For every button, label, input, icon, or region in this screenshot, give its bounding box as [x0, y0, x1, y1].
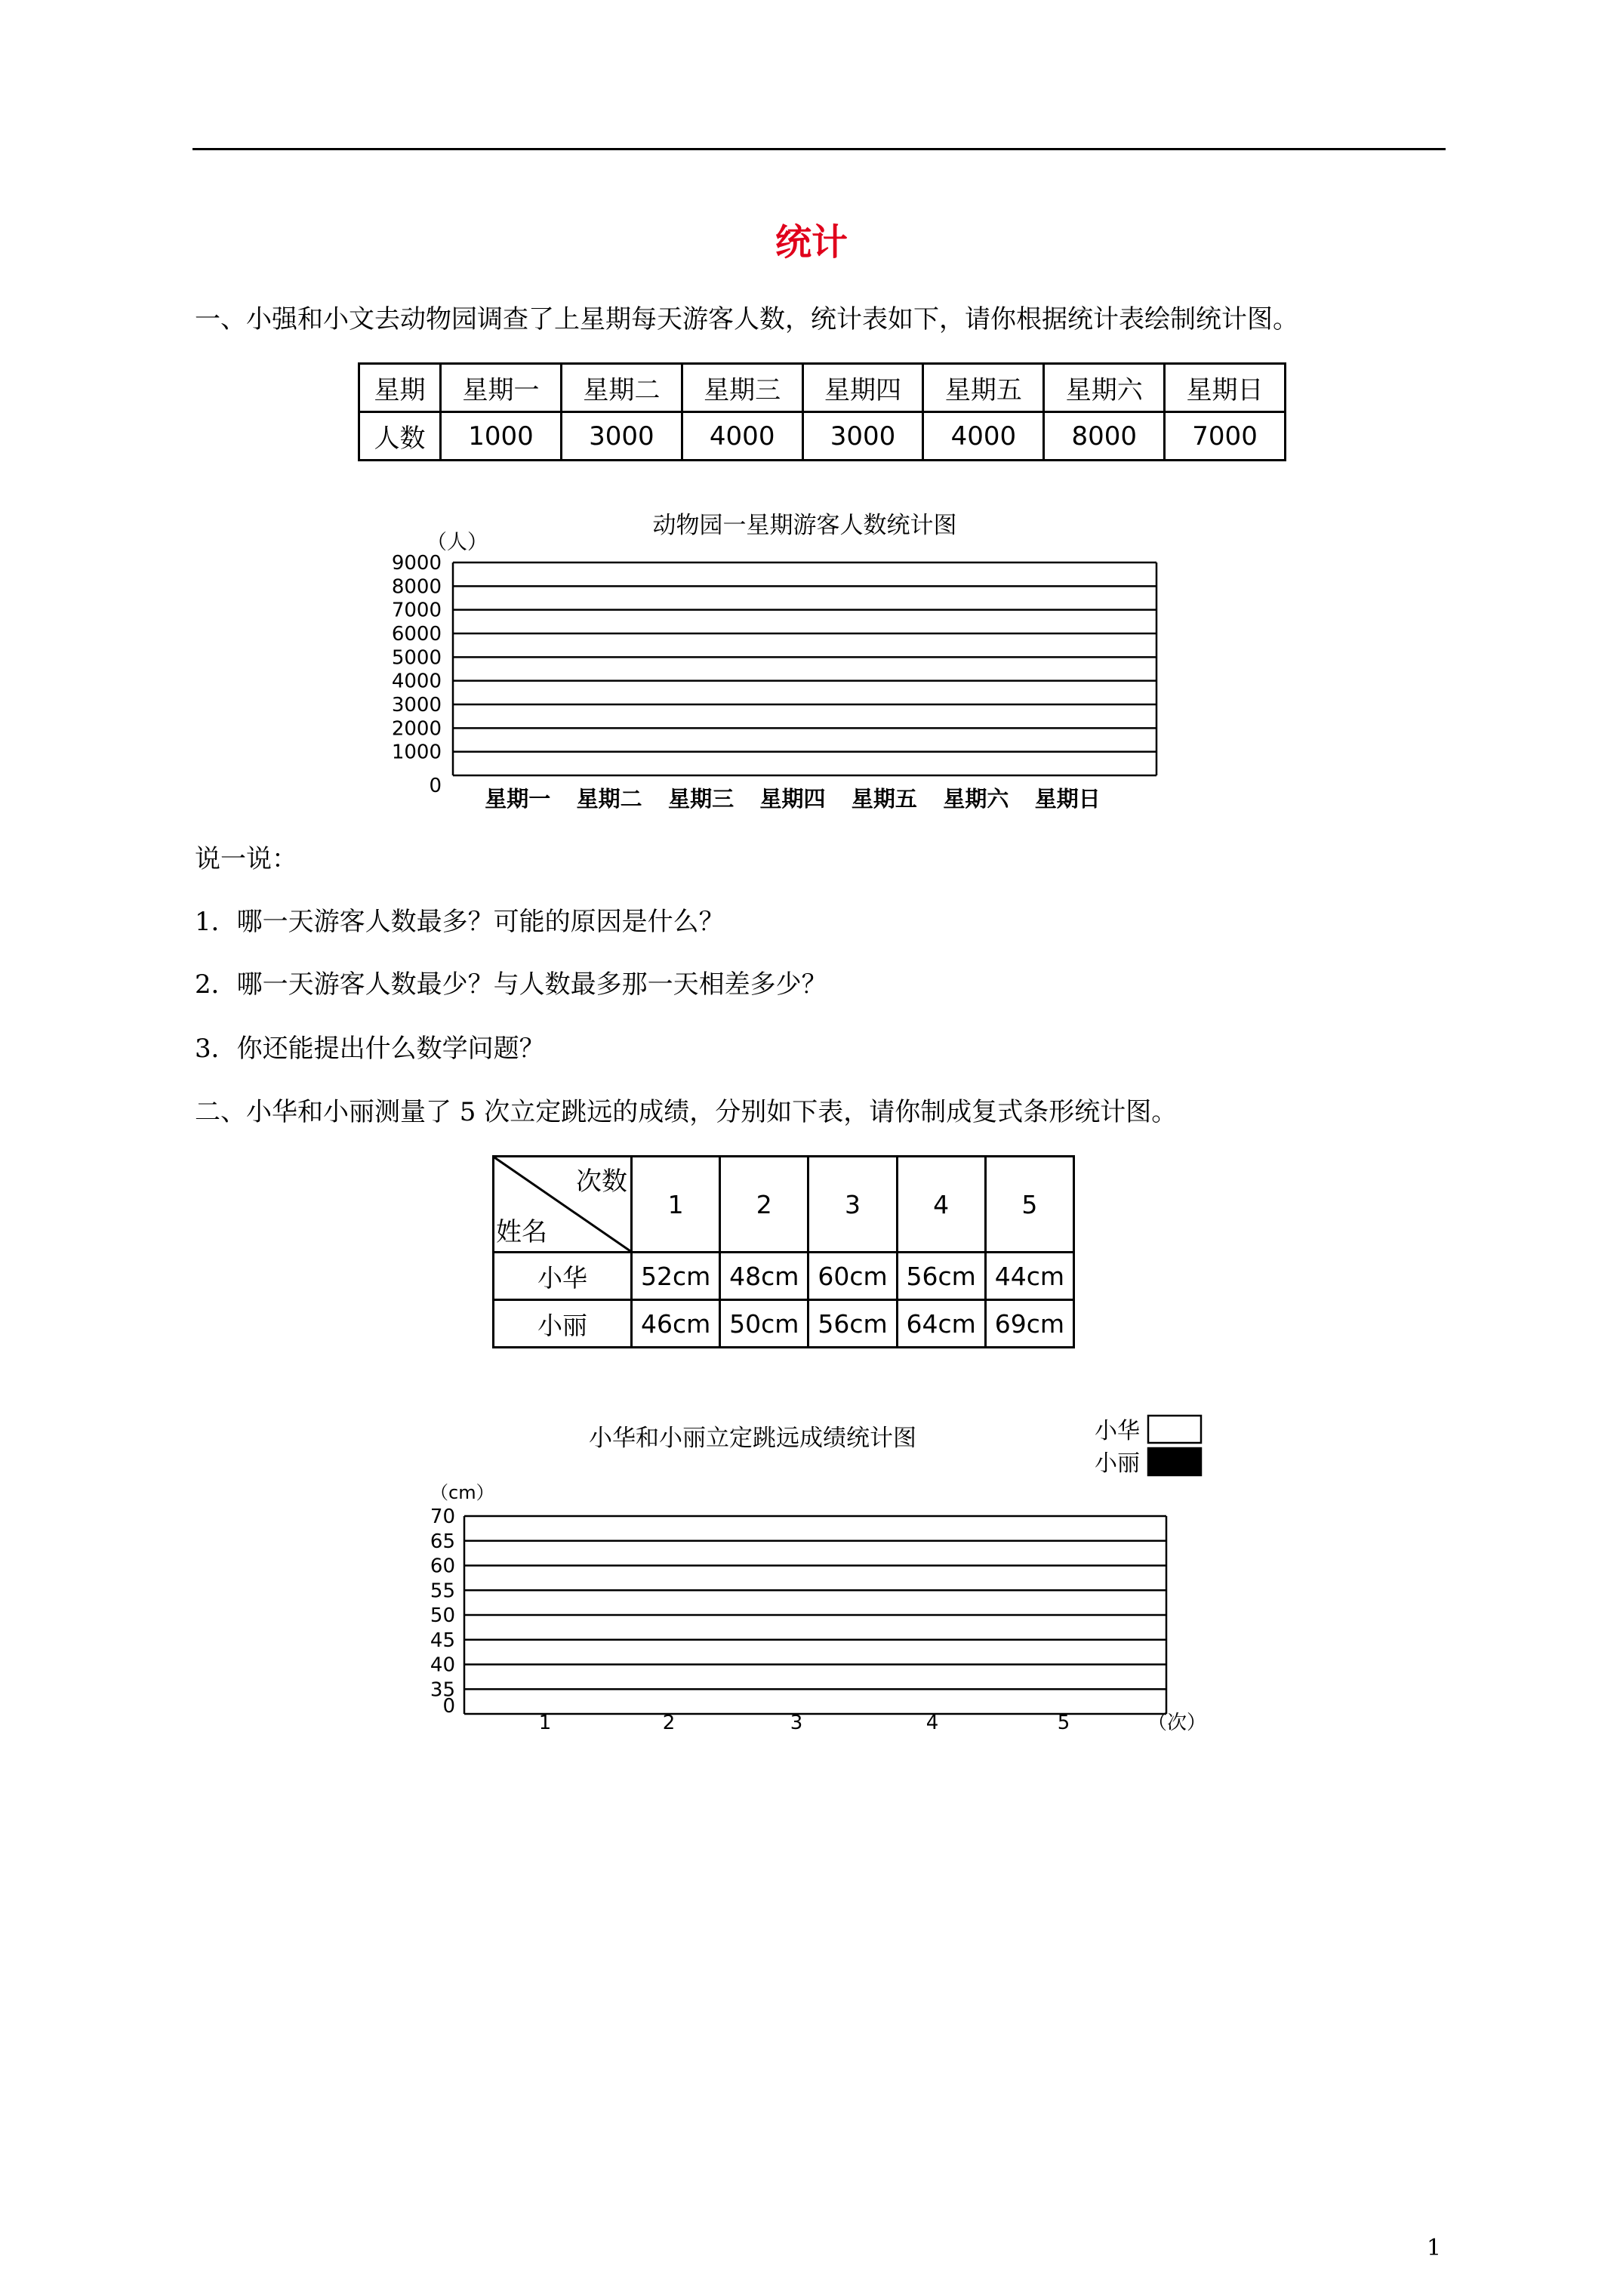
y-tick-label: 9000 [391, 552, 442, 575]
table-cell: 8000 [1044, 412, 1165, 461]
table-cell: 7000 [1165, 412, 1286, 461]
x-tick-label: 4 [925, 1712, 939, 1734]
y-tick-label: 0 [442, 1695, 455, 1718]
table-header-cell: 星期四 [802, 364, 923, 412]
table-row-label: 人数 [359, 412, 441, 461]
header-rule [192, 148, 1446, 150]
table-header-cell: 5 [985, 1157, 1073, 1253]
table-cell: 48cm [720, 1253, 808, 1300]
table-header-cell: 1 [632, 1157, 720, 1253]
corner-top-label: 次数 [576, 1166, 627, 1197]
table-cell: 50cm [720, 1300, 808, 1348]
table-header-cell: 星期六 [1044, 364, 1165, 412]
table-cell: 60cm [808, 1253, 897, 1300]
y-tick-label: 5000 [391, 646, 442, 670]
table-row [494, 1300, 1074, 1348]
x-tick-label: 2 [662, 1712, 676, 1734]
table-header-label: 星期 [359, 364, 441, 412]
x-tick-label: 星期一 [485, 786, 551, 812]
table-cell: 44cm [985, 1253, 1073, 1300]
question-line: 2．哪一天游客人数最少？与人数最多那一天相差多少？ [195, 969, 827, 1000]
table-row [359, 412, 1286, 461]
table-cell: 3000 [802, 412, 923, 461]
table-row [359, 364, 1286, 412]
x-tick-label: 星期三 [668, 786, 735, 812]
table-header-cell: 4 [897, 1157, 985, 1253]
table-header-cell: 星期二 [561, 364, 682, 412]
table-cell: 52cm [632, 1253, 720, 1300]
x-tick-label: 星期四 [759, 786, 826, 812]
question-2-text: 二、小华和小丽测量了 5 次立定跳远的成绩，分别如下表，请你制成复式条形统计图。 [195, 1097, 1178, 1127]
table-row [494, 1253, 1074, 1300]
table-cell: 64cm [897, 1300, 985, 1348]
legend-swatch [1148, 1416, 1201, 1443]
table-row-label: 小丽 [494, 1300, 632, 1348]
question-line: 1．哪一天游客人数最多？可能的原因是什么？ [195, 907, 725, 937]
legend-swatch [1148, 1448, 1201, 1475]
table-row [494, 1157, 1074, 1253]
y-tick-label: 60 [430, 1555, 455, 1578]
visitor-table [358, 362, 1286, 461]
y-tick-label: 3000 [391, 694, 442, 717]
say-heading: 说一说： [195, 844, 297, 874]
y-tick-label: 65 [430, 1530, 455, 1553]
page-number: 1 [1427, 2235, 1442, 2261]
y-tick-label: 55 [430, 1579, 455, 1603]
table-cell: 56cm [897, 1253, 985, 1300]
question-1-text: 一、小强和小文去动物园调查了上星期每天游客人数，统计表如下，请你根据统计表绘制统计图。 [195, 304, 1298, 334]
x-tick-label: 星期五 [851, 786, 917, 812]
y-tick-label: 4000 [391, 670, 442, 693]
table-header-cell: 星期日 [1165, 364, 1286, 412]
y-tick-label: 7000 [391, 599, 442, 622]
table-cell: 3000 [561, 412, 682, 461]
y-tick-label: 40 [430, 1653, 455, 1677]
table-cell: 1000 [441, 412, 562, 461]
page-title: 统计 [775, 221, 848, 264]
y-tick-label: 6000 [391, 623, 442, 646]
corner-bottom-label: 姓名 [496, 1217, 547, 1247]
table-header-cell: 星期一 [441, 364, 562, 412]
x-axis-unit: （次） [1147, 1712, 1207, 1734]
y-tick-label: 45 [430, 1629, 455, 1652]
table-corner-cell [494, 1157, 632, 1253]
y-axis-unit: （cm） [430, 1482, 494, 1503]
table-header-cell: 星期三 [682, 364, 802, 412]
y-tick-label: 8000 [391, 575, 442, 599]
table-cell: 56cm [808, 1300, 897, 1348]
table-header-cell: 星期五 [923, 364, 1044, 412]
chart-title: 小华和小丽立定跳远成绩统计图 [589, 1425, 916, 1452]
y-tick-label: 50 [430, 1604, 455, 1627]
jump-table [492, 1155, 1075, 1348]
legend-label: 小华 [1095, 1418, 1140, 1444]
question-line: 3．你还能提出什么数学问题？ [195, 1034, 545, 1064]
y-tick-label: 0 [429, 775, 442, 797]
chart-title: 动物园一星期游客人数统计图 [652, 512, 957, 539]
x-tick-label: 1 [538, 1712, 552, 1734]
legend-label: 小丽 [1095, 1450, 1140, 1477]
y-tick-label: 35 [430, 1678, 455, 1702]
table-cell: 69cm [985, 1300, 1073, 1348]
y-tick-label: 70 [430, 1505, 455, 1528]
table-cell: 46cm [632, 1300, 720, 1348]
x-tick-label: 星期日 [1034, 786, 1101, 812]
table-cell: 4000 [682, 412, 802, 461]
y-tick-label: 2000 [391, 717, 442, 741]
table-cell: 4000 [923, 412, 1044, 461]
x-tick-label: 星期二 [576, 786, 642, 812]
x-tick-label: 5 [1057, 1712, 1070, 1734]
y-tick-label: 1000 [391, 741, 442, 764]
x-tick-label: 3 [790, 1712, 803, 1734]
x-tick-label: 星期六 [943, 786, 1009, 812]
table-header-cell: 2 [720, 1157, 808, 1253]
y-axis-unit: （人） [427, 531, 488, 554]
table-header-cell: 3 [808, 1157, 897, 1253]
table-row-label: 小华 [494, 1253, 632, 1300]
